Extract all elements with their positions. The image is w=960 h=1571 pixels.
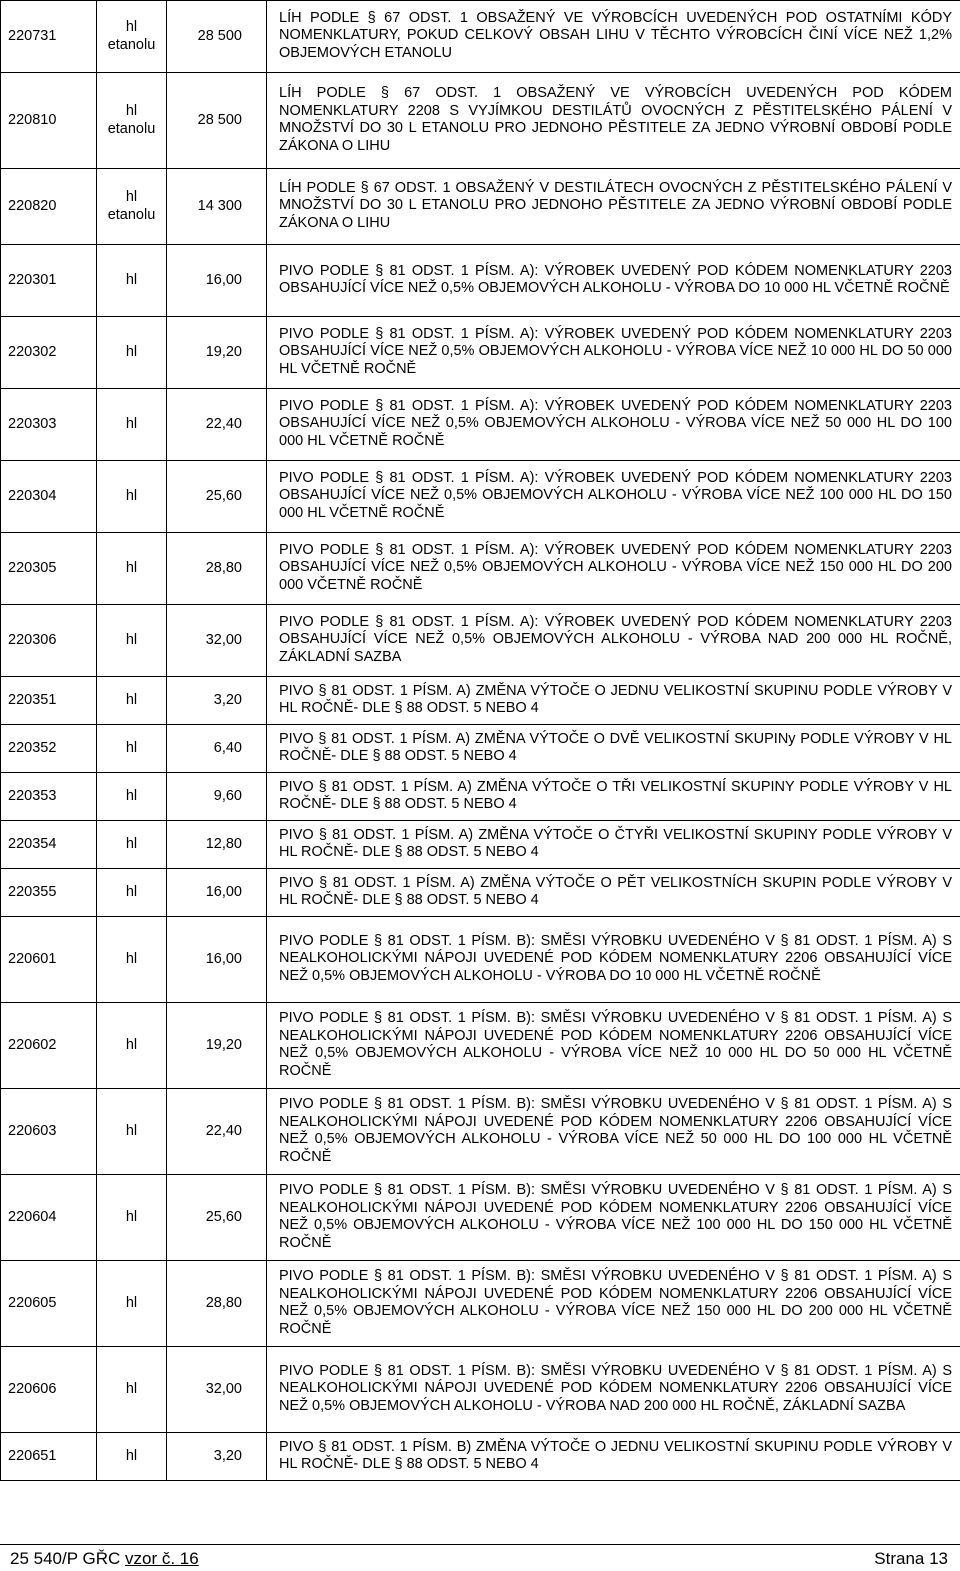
- row-rate: 28 500: [167, 73, 267, 169]
- row-description: PIVO PODLE § 81 ODST. 1 PÍSM. B): SMĚSI VÝROBKU UVEDENÉHO V § 81 ODST. 1 PÍSM. A) S NEALKOHOLICKÝMI NÁPOJI UVEDENÉ POD KÓDEM NOMENKLATURY 2206 OBSAHUJÍCÍ VÍCE NEŽ 0,5% OBJEMOVÝCH ALKOHOLU - VÝROBA VÍCE NEŽ 100 000 HL DO 150 000 HL VČETNĚ ROČNĚ: [267, 1175, 960, 1261]
- table-row: [1, 1003, 960, 1089]
- row-unit: hl: [97, 821, 167, 869]
- row-rate: 22,40: [167, 1089, 267, 1175]
- unit-line-1: hl: [97, 189, 166, 207]
- row-unit: hl: [97, 773, 167, 821]
- row-description: PIVO PODLE § 81 ODST. 1 PÍSM. A): VÝROBEK UVEDENÝ POD KÓDEM NOMENKLATURY 2203 OBSAHUJÍCÍ VÍCE NEŽ 0,5% OBJEMOVÝCH ALKOHOLU - VÝROBA VÍCE NEŽ 150 000 HL DO 200 000 VČETNĚ ROČNĚ: [267, 533, 960, 605]
- table-row: [1, 605, 960, 677]
- row-rate: 32,00: [167, 1347, 267, 1433]
- table-row: [1, 533, 960, 605]
- row-unit: hl: [97, 869, 167, 917]
- row-code: 220303: [1, 389, 97, 461]
- row-unit: hl: [97, 917, 167, 1003]
- table-row: [1, 821, 960, 869]
- row-code: 220355: [1, 869, 97, 917]
- row-rate: 28,80: [167, 1261, 267, 1347]
- row-rate: 16,00: [167, 869, 267, 917]
- row-unit: hl: [97, 1347, 167, 1433]
- row-code: 220810: [1, 73, 97, 169]
- form-identifier: [10, 1547, 199, 1571]
- table-row: [1, 917, 960, 1003]
- row-description: PIVO § 81 ODST. 1 PÍSM. A) ZMĚNA VÝTOČE O TŘI VELIKOSTNÍ SKUPINY PODLE VÝROBY V HL ROČNĚ- DLE § 88 ODST. 5 NEBO 4: [267, 773, 960, 821]
- row-code: 220351: [1, 677, 97, 725]
- row-code: 220602: [1, 1003, 97, 1089]
- row-rate: 3,20: [167, 677, 267, 725]
- beer-rows: [1, 245, 960, 1481]
- page-footer: [0, 1544, 960, 1569]
- table-row: [1, 1, 960, 73]
- row-rate: 25,60: [167, 1175, 267, 1261]
- row-description: PIVO § 81 ODST. 1 PÍSM. A) ZMĚNA VÝTOČE O PĚT VELIKOSTNÍCH SKUPIN PODLE VÝROBY V HL ROČNĚ- DLE § 88 ODST. 5 NEBO 4: [267, 869, 960, 917]
- row-unit: hl: [97, 1433, 167, 1481]
- table-row: [1, 1261, 960, 1347]
- table-row: [1, 1433, 960, 1481]
- row-rate: 19,20: [167, 317, 267, 389]
- row-description: PIVO § 81 ODST. 1 PÍSM. B) ZMĚNA VÝTOČE O JEDNU VELIKOSTNÍ SKUPINU PODLE VÝROBY V HL ROČNĚ- DLE § 88 ODST. 5 NEBO 4: [267, 1433, 960, 1481]
- row-description: PIVO PODLE § 81 ODST. 1 PÍSM. B): SMĚSI VÝROBKU UVEDENÉHO V § 81 ODST. 1 PÍSM. A) S NEALKOHOLICKÝMI NÁPOJI UVEDENÉ POD KÓDEM NOMENKLATURY 2206 OBSAHUJÍCÍ VÍCE NEŽ 0,5% OBJEMOVÝCH ALKOHOLU - VÝROBA DO 10 000 HL VČETNĚ ROČNĚ: [267, 917, 960, 1003]
- row-code: 220820: [1, 169, 97, 245]
- row-rate: 14 300: [167, 169, 267, 245]
- table-row: [1, 773, 960, 821]
- row-rate: 12,80: [167, 821, 267, 869]
- row-code: 220601: [1, 917, 97, 1003]
- row-unit: hl: [97, 533, 167, 605]
- row-unit: hl: [97, 245, 167, 317]
- row-unit: hl: [97, 317, 167, 389]
- table-row: [1, 1175, 960, 1261]
- row-description: LÍH PODLE § 67 ODST. 1 OBSAŽENÝ VE VÝROBCÍCH UVEDENÝCH POD OSTATNÍMI KÓDY NOMENKLATURY, POKUD CELKOVÝ OBSAH LIHU V TĚCHTO VÝROBCÍCH ČINÍ VÍCE NEŽ 1,2% OBJEMOVÝCH ETANOLU: [267, 1, 960, 73]
- row-unit: hl: [97, 725, 167, 773]
- row-code: 220353: [1, 773, 97, 821]
- row-description: PIVO PODLE § 81 ODST. 1 PÍSM. B): SMĚSI VÝROBKU UVEDENÉHO V § 81 ODST. 1 PÍSM. A) S NEALKOHOLICKÝMI NÁPOJI UVEDENÉ POD KÓDEM NOMENKLATURY 2206 OBSAHUJÍCÍ VÍCE NEŽ 0,5% OBJEMOVÝCH ALKOHOLU - VÝROBA VÍCE NEŽ 10 000 HL DO 50 000 HL VČETNĚ ROČNĚ: [267, 1003, 960, 1089]
- row-code: 220604: [1, 1175, 97, 1261]
- row-code: 220606: [1, 1347, 97, 1433]
- row-description: PIVO PODLE § 81 ODST. 1 PÍSM. A): VÝROBEK UVEDENÝ POD KÓDEM NOMENKLATURY 2203 OBSAHUJÍCÍ VÍCE NEŽ 0,5% OBJEMOVÝCH ALKOHOLU - VÝROBA VÍCE NEŽ 100 000 HL DO 150 000 HL VČETNĚ ROČNĚ: [267, 461, 960, 533]
- table-row: [1, 317, 960, 389]
- row-description: PIVO PODLE § 81 ODST. 1 PÍSM. A): VÝROBEK UVEDENÝ POD KÓDEM NOMENKLATURY 2203 OBSAHUJÍCÍ VÍCE NEŽ 0,5% OBJEMOVÝCH ALKOHOLU - VÝROBA NAD 200 000 HL ROČNĚ, ZÁKLADNÍ SAZBA: [267, 605, 960, 677]
- row-rate: 16,00: [167, 245, 267, 317]
- row-rate: 16,00: [167, 917, 267, 1003]
- row-rate: 3,20: [167, 1433, 267, 1481]
- row-description: PIVO § 81 ODST. 1 PÍSM. A) ZMĚNA VÝTOČE O DVĚ VELIKOSTNÍ SKUPINy PODLE VÝROBY V HL ROČNĚ- DLE § 88 ODST. 5 NEBO 4: [267, 725, 960, 773]
- row-unit: [97, 1, 167, 73]
- row-code: 220301: [1, 245, 97, 317]
- table-row: [1, 389, 960, 461]
- row-unit: hl: [97, 1175, 167, 1261]
- page-number: Strana 13: [874, 1547, 948, 1571]
- row-description: LÍH PODLE § 67 ODST. 1 OBSAŽENÝ V DESTILÁTECH OVOCNÝCH Z PĚSTITELSKÉHO PÁLENÍ V MNOŽSTVÍ DO 30 L ETANOLU PRO JEDNOHO PĚSTITELE ZA JEDNO VÝROBNÍ OBDOBÍ PODLE ZÁKONA O LIHU: [267, 169, 960, 245]
- table-row: [1, 461, 960, 533]
- row-code: 220605: [1, 1261, 97, 1347]
- table-row: [1, 1089, 960, 1175]
- row-code: 220305: [1, 533, 97, 605]
- row-description: LÍH PODLE § 67 ODST. 1 OBSAŽENÝ VE VÝROBCÍCH UVEDENÝCH POD KÓDEM NOMENKLATURY 2208 S VYJÍMKOU DESTILÁTŮ OVOCNÝCH Z PĚSTITELSKÉHO PÁLENÍ V MNOŽSTVÍ DO 30 L ETANOLU PRO JEDNOHO PĚSTITELE ZA JEDNO VÝROBNÍ OBDOBÍ PODLE ZÁKONA O LIHU: [267, 73, 960, 169]
- unit-line-2: etanolu: [97, 207, 166, 225]
- spirits-rows: [1, 1, 960, 245]
- row-unit: hl: [97, 605, 167, 677]
- row-unit: hl: [97, 1261, 167, 1347]
- table-row: [1, 1347, 960, 1433]
- unit-line-1: hl: [97, 19, 166, 37]
- row-description: PIVO PODLE § 81 ODST. 1 PÍSM. B): SMĚSI VÝROBKU UVEDENÉHO V § 81 ODST. 1 PÍSM. A) S NEALKOHOLICKÝMI NÁPOJI UVEDENÉ POD KÓDEM NOMENKLATURY 2206 OBSAHUJÍCÍ VÍCE NEŽ 0,5% OBJEMOVÝCH ALKOHOLU - VÝROBA NAD 200 000 HL ROČNĚ, ZÁKLADNÍ SAZBA: [267, 1347, 960, 1433]
- unit-line-1: hl: [97, 103, 166, 121]
- row-code: 220603: [1, 1089, 97, 1175]
- row-description: PIVO § 81 ODST. 1 PÍSM. A) ZMĚNA VÝTOČE O JEDNU VELIKOSTNÍ SKUPINU PODLE VÝROBY V HL ROČNĚ- DLE § 88 ODST. 5 NEBO 4: [267, 677, 960, 725]
- row-code: 220304: [1, 461, 97, 533]
- row-unit: [97, 73, 167, 169]
- table-row: [1, 73, 960, 169]
- row-unit: hl: [97, 1089, 167, 1175]
- table-row: [1, 677, 960, 725]
- table-row: [1, 169, 960, 245]
- table-row: [1, 725, 960, 773]
- row-description: PIVO § 81 ODST. 1 PÍSM. A) ZMĚNA VÝTOČE O ČTYŘI VELIKOSTNÍ SKUPINY PODLE VÝROBY V HL ROČNĚ- DLE § 88 ODST. 5 NEBO 4: [267, 821, 960, 869]
- row-code: 220302: [1, 317, 97, 389]
- unit-line-2: etanolu: [97, 37, 166, 55]
- row-unit: hl: [97, 461, 167, 533]
- row-unit: [97, 169, 167, 245]
- row-description: PIVO PODLE § 81 ODST. 1 PÍSM. B): SMĚSI VÝROBKU UVEDENÉHO V § 81 ODST. 1 PÍSM. A) S NEALKOHOLICKÝMI NÁPOJI UVEDENÉ POD KÓDEM NOMENKLATURY 2206 OBSAHUJÍCÍ VÍCE NEŽ 0,5% OBJEMOVÝCH ALKOHOLU - VÝROBA VÍCE NEŽ 50 000 HL DO 100 000 HL VČETNĚ ROČNĚ: [267, 1089, 960, 1175]
- row-rate: 22,40: [167, 389, 267, 461]
- row-code: 220306: [1, 605, 97, 677]
- row-description: PIVO PODLE § 81 ODST. 1 PÍSM. B): SMĚSI VÝROBKU UVEDENÉHO V § 81 ODST. 1 PÍSM. A) S NEALKOHOLICKÝMI NÁPOJI UVEDENÉ POD KÓDEM NOMENKLATURY 2206 OBSAHUJÍCÍ VÍCE NEŽ 0,5% OBJEMOVÝCH ALKOHOLU - VÝROBA VÍCE NEŽ 150 000 HL DO 200 000 HL VČETNĚ ROČNĚ: [267, 1261, 960, 1347]
- row-rate: 32,00: [167, 605, 267, 677]
- row-description: PIVO PODLE § 81 ODST. 1 PÍSM. A): VÝROBEK UVEDENÝ POD KÓDEM NOMENKLATURY 2203 OBSAHUJÍCÍ VÍCE NEŽ 0,5% OBJEMOVÝCH ALKOHOLU - VÝROBA VÍCE NEŽ 50 000 HL DO 100 000 HL VČETNĚ ROČNĚ: [267, 389, 960, 461]
- row-description: PIVO PODLE § 81 ODST. 1 PÍSM. A): VÝROBEK UVEDENÝ POD KÓDEM NOMENKLATURY 2203 OBSAHUJÍCÍ VÍCE NEŽ 0,5% OBJEMOVÝCH ALKOHOLU - VÝROBA DO 10 000 HL VČETNĚ ROČNĚ: [267, 245, 960, 317]
- table-row: [1, 245, 960, 317]
- row-code: 220354: [1, 821, 97, 869]
- row-rate: 19,20: [167, 1003, 267, 1089]
- form-id: 25 540/P GŘC: [10, 1549, 120, 1568]
- row-description: PIVO PODLE § 81 ODST. 1 PÍSM. A): VÝROBEK UVEDENÝ POD KÓDEM NOMENKLATURY 2203 OBSAHUJÍCÍ VÍCE NEŽ 0,5% OBJEMOVÝCH ALKOHOLU - VÝROBA VÍCE NEŽ 10 000 HL DO 50 000 HL VČETNĚ ROČNĚ: [267, 317, 960, 389]
- form-version: vzor č. 16: [125, 1549, 199, 1568]
- row-code: 220651: [1, 1433, 97, 1481]
- row-unit: hl: [97, 677, 167, 725]
- row-unit: hl: [97, 1003, 167, 1089]
- row-rate: 28 500: [167, 1, 267, 73]
- row-rate: 28,80: [167, 533, 267, 605]
- row-rate: 9,60: [167, 773, 267, 821]
- row-rate: 25,60: [167, 461, 267, 533]
- row-rate: 6,40: [167, 725, 267, 773]
- table-row: [1, 869, 960, 917]
- row-code: 220731: [1, 1, 97, 73]
- unit-line-2: etanolu: [97, 121, 166, 139]
- row-unit: hl: [97, 389, 167, 461]
- row-code: 220352: [1, 725, 97, 773]
